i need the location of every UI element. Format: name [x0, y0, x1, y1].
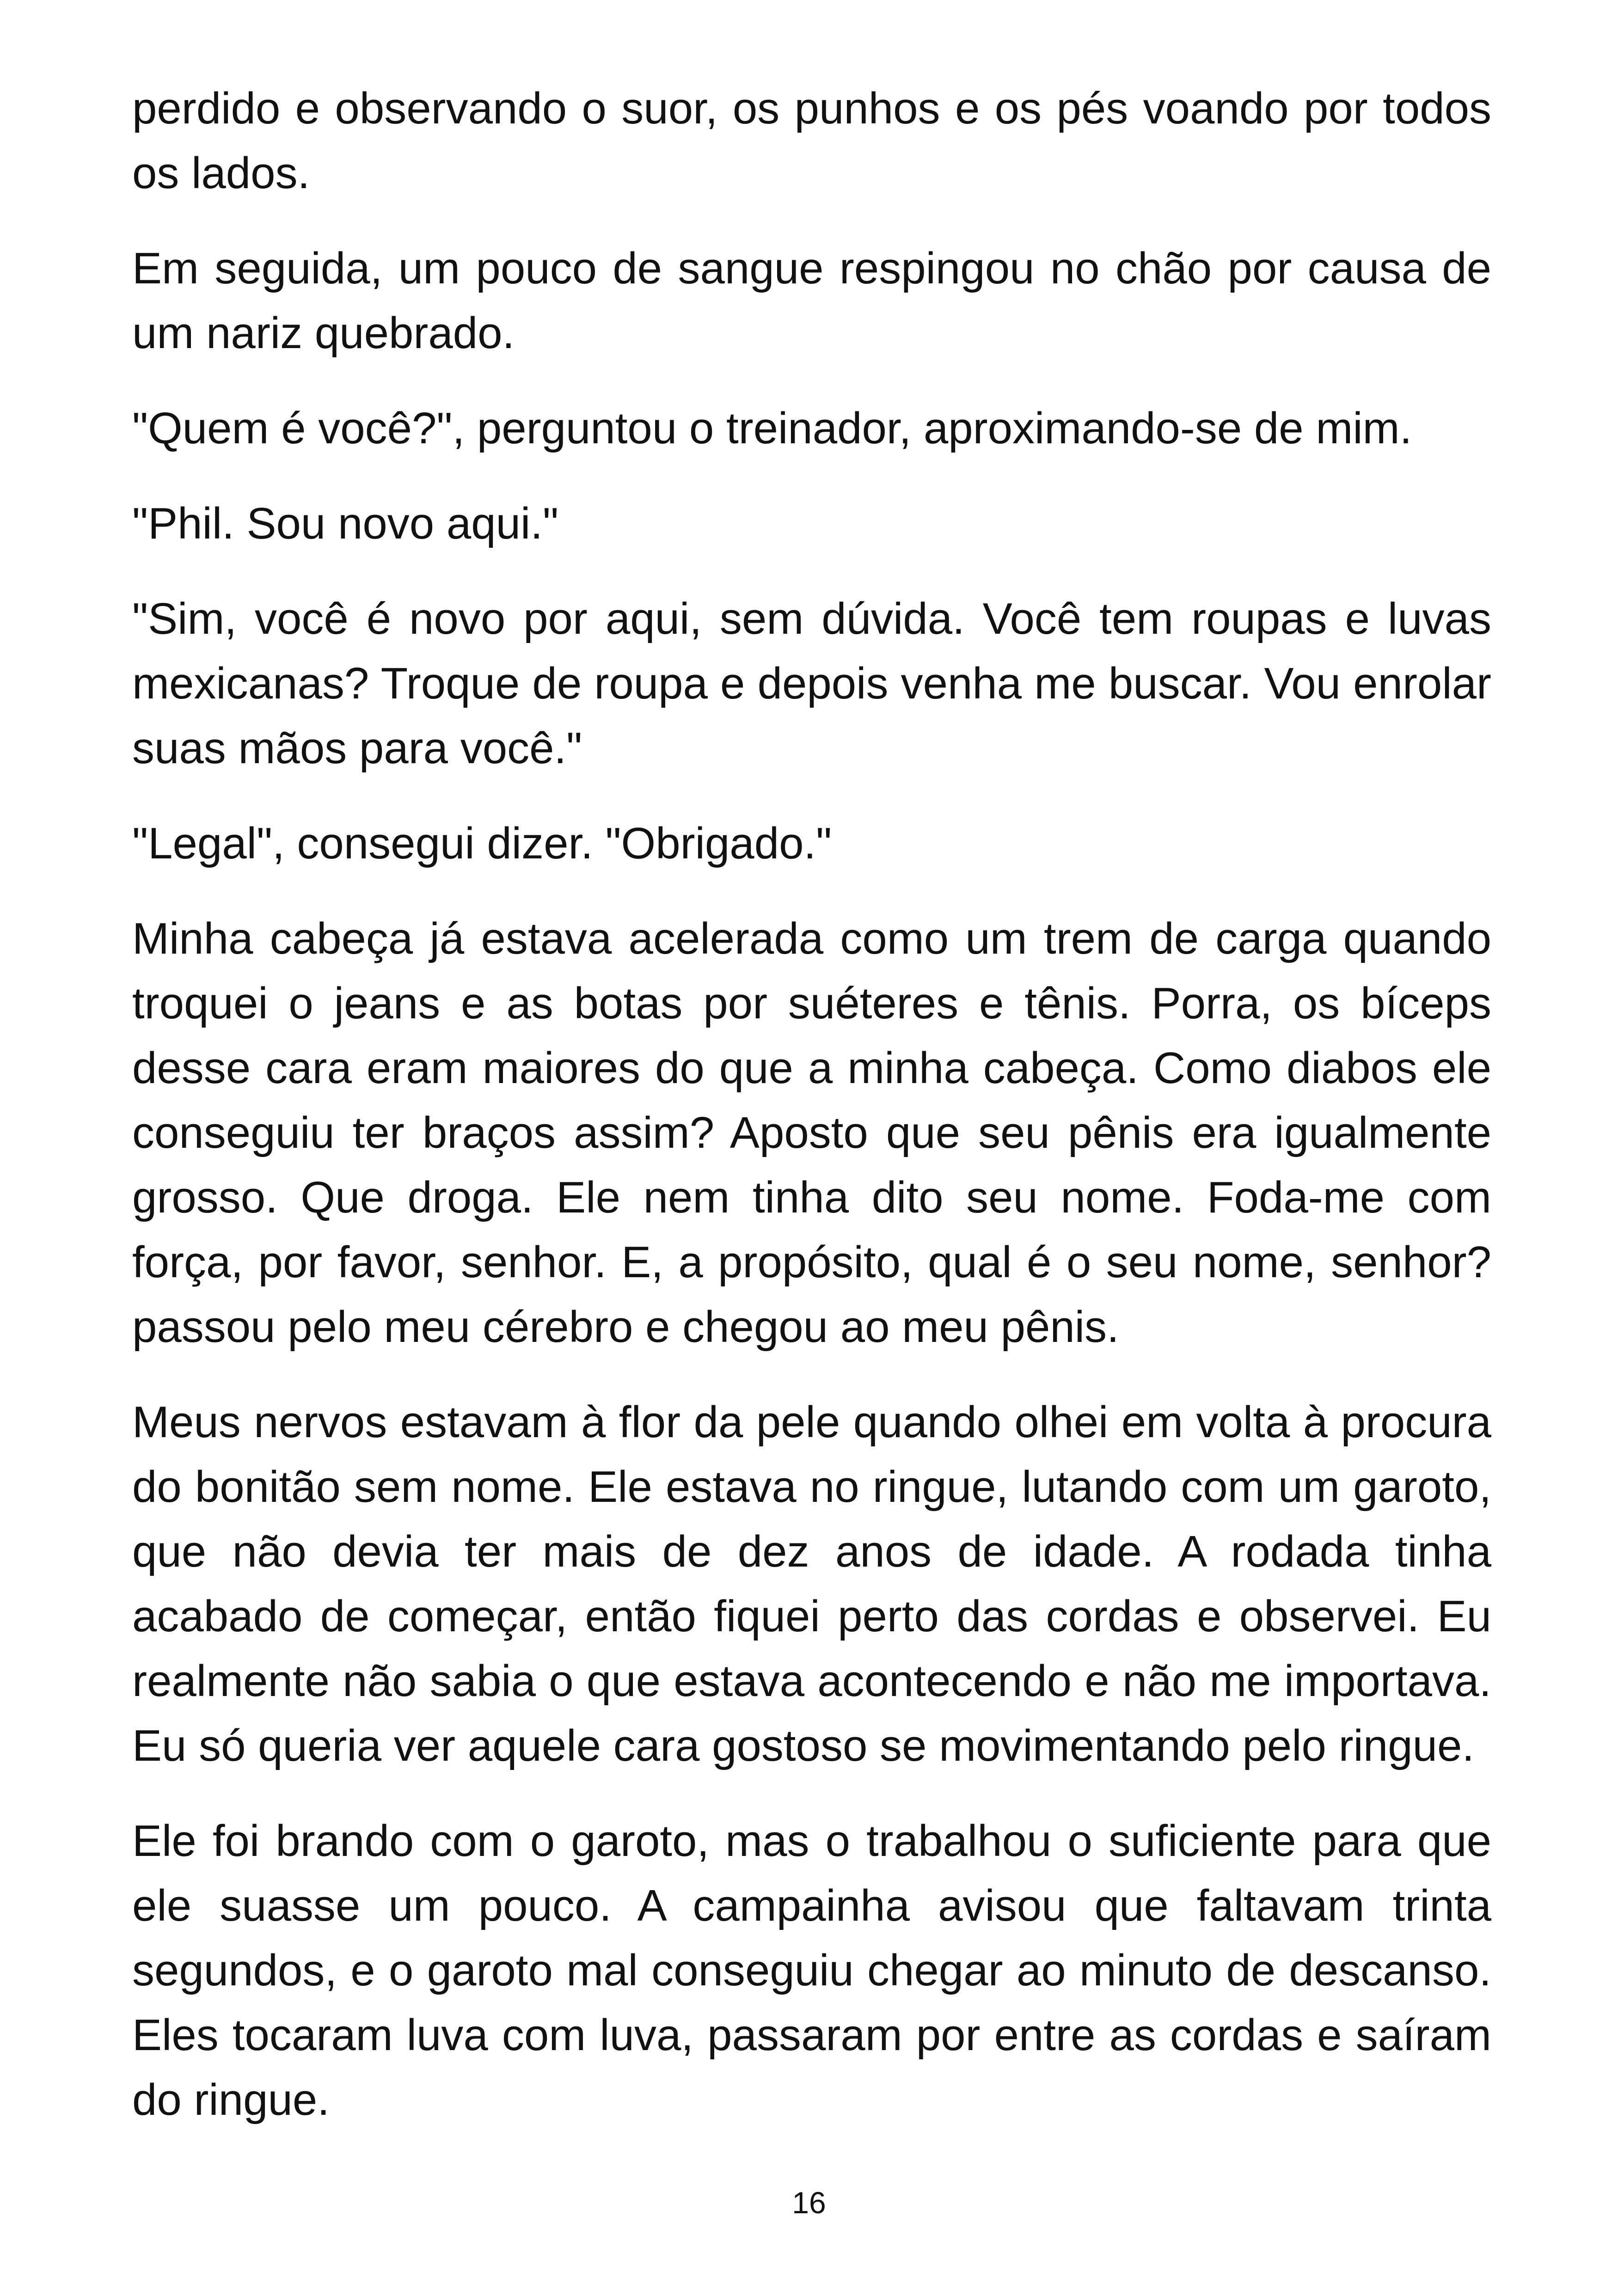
paragraph: "Phil. Sou novo aqui." — [132, 499, 559, 548]
paragraph: Em seguida, um pouco de sangue respingou no chão por causa de um nariz quebrado. — [132, 244, 1491, 358]
paragraph: perdido e observando o suor, os punhos e os pés voando por todos os lados. — [132, 84, 1491, 198]
paragraph: Minha cabeça já estava acelerada como um trem de carga quando troquei o jeans e as botas por suéteres e tênis. Porra, os bíceps desse cara eram maiores do que a minha cabeça. Como diabos ele conseguiu ter braços assim? Aposto que seu pênis era igualmente grosso. Que droga. Ele nem tinha dito seu nome. Foda-me com força, por favor, senhor. E, a propósito, qual é o seu nome, senhor? passou pelo meu cérebro e chegou ao meu pênis. — [132, 914, 1491, 1352]
paragraph: "Legal", consegui dizer. "Obrigado." — [132, 819, 832, 868]
paragraph: "Quem é você?", perguntou o treinador, aproximando-se de mim. — [132, 404, 1412, 453]
paragraph: Meus nervos estavam à flor da pele quando olhei em volta à procura do bonitão sem nome. Ele estava no ringue, lutando com um garoto, que não devia ter mais de dez anos de idade. A rodada tinha acabado de começar, então fiquei perto das cordas e observei. Eu realmente não sabia o que estava acontecendo e não me importava. Eu só queria ver aquele cara gostoso se movimentando pelo ringue. — [132, 1397, 1491, 1770]
paragraph: Ele foi brando com o garoto, mas o trabalhou o suficiente para que ele suasse um pouco. A campainha avisou que faltavam trinta segundos, e o garoto mal conseguiu chegar ao minuto de descanso. Eles tocaram luva com luva, passaram por entre as cordas e saíram do ringue. — [132, 1816, 1491, 2125]
body-text — [132, 76, 1491, 2132]
page-number: 16 — [792, 2186, 826, 2220]
paragraph: "Sim, você é novo por aqui, sem dúvida. Você tem roupas e luvas mexicanas? Troque de roupa e depois venha me buscar. Vou enrolar suas mãos para você." — [132, 594, 1491, 773]
